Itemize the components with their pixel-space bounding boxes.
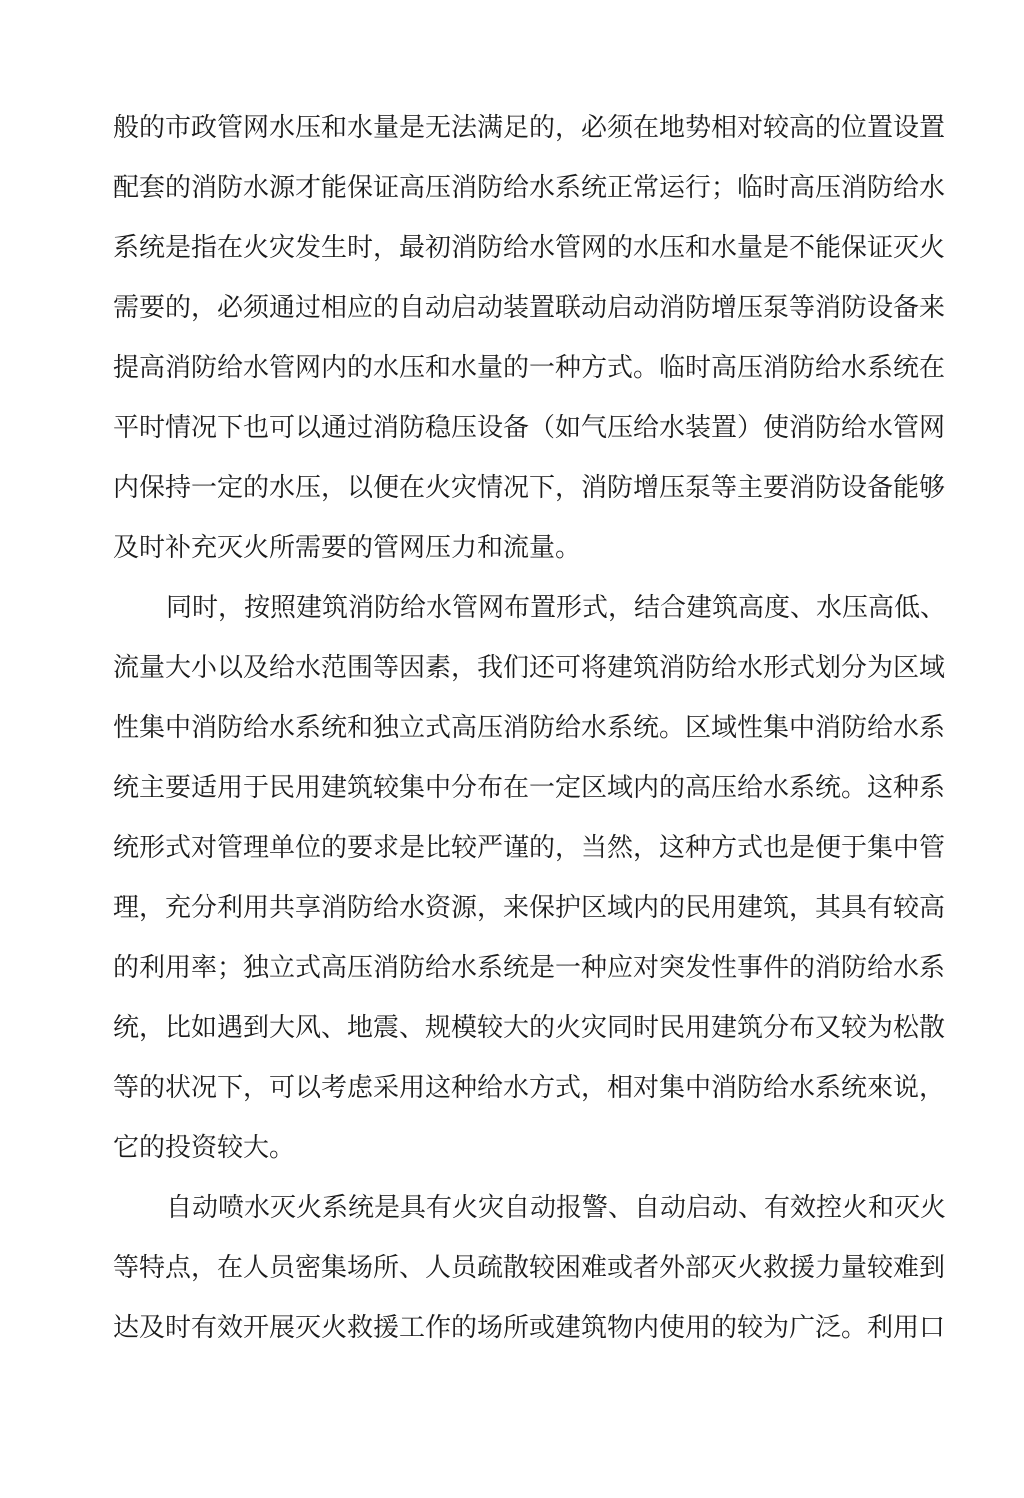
text-line: 系统是指在火灾发生时，最初消防给水管网的水压和水量是不能保证灭火: [113, 233, 946, 263]
text-line: 及时补充灭火所需要的管网压力和流量。: [113, 533, 582, 563]
text-line: 内保持一定的水压，以便在火灾情况下，消防增压泵等主要消防设备能够: [113, 473, 946, 503]
text-line: 理，充分利用共享消防给水资源，来保护区域内的民用建筑，其具有较高: [113, 893, 946, 923]
paragraph-first-line: 同时，按照建筑消防给水管网布置形式，结合建筑高度、水压高低、: [166, 593, 947, 623]
text-line: 的利用率；独立式高压消防给水系统是一种应对突发性事件的消防给水系: [113, 953, 946, 983]
text-line: 性集中消防给水系统和独立式高压消防给水系统。区域性集中消防给水系: [113, 713, 946, 743]
paragraph-first-line: 自动喷水灭火系统是具有火灾自动报警、自动启动、有效控火和灭火: [166, 1193, 947, 1223]
text-line: 般的市政管网水压和水量是无法满足的，必须在地势相对较高的位置设置: [113, 113, 946, 143]
text-line: 提高消防给水管网内的水压和水量的一种方式。临时高压消防给水系统在: [113, 353, 946, 383]
text-line: 达及时有效开展灭火救援工作的场所或建筑物内使用的较为广泛。利用口: [113, 1313, 946, 1343]
text-line: 统，比如遇到大风、地震、规模较大的火灾同时民用建筑分布又较为松散: [113, 1013, 946, 1043]
text-line: 统主要适用于民用建筑较集中分布在一定区域内的高压给水系统。这种系: [113, 773, 946, 803]
text-line: 配套的消防水源才能保证高压消防给水系统正常运行；临时高压消防给水: [113, 173, 946, 203]
text-line: 需要的，必须通过相应的自动启动装置联动启动消防增压泵等消防设备来: [113, 293, 946, 323]
text-line: 等的状况下，可以考虑采用这种给水方式，相对集中消防给水系统來说，: [113, 1073, 946, 1103]
text-line: 它的投资较大。: [113, 1133, 296, 1163]
text-line: 等特点，在人员密集场所、人员疏散较困难或者外部灭火救援力量较难到: [113, 1253, 946, 1283]
text-line: 平时情况下也可以通过消防稳压设备（如气压给水装置）使消防给水管网: [113, 413, 946, 443]
text-line: 流量大小以及给水范围等因素，我们还可将建筑消防给水形式划分为区域: [113, 653, 946, 683]
text-line: 统形式对管理单位的要求是比较严谨的，当然，这种方式也是便于集中管: [113, 833, 946, 863]
